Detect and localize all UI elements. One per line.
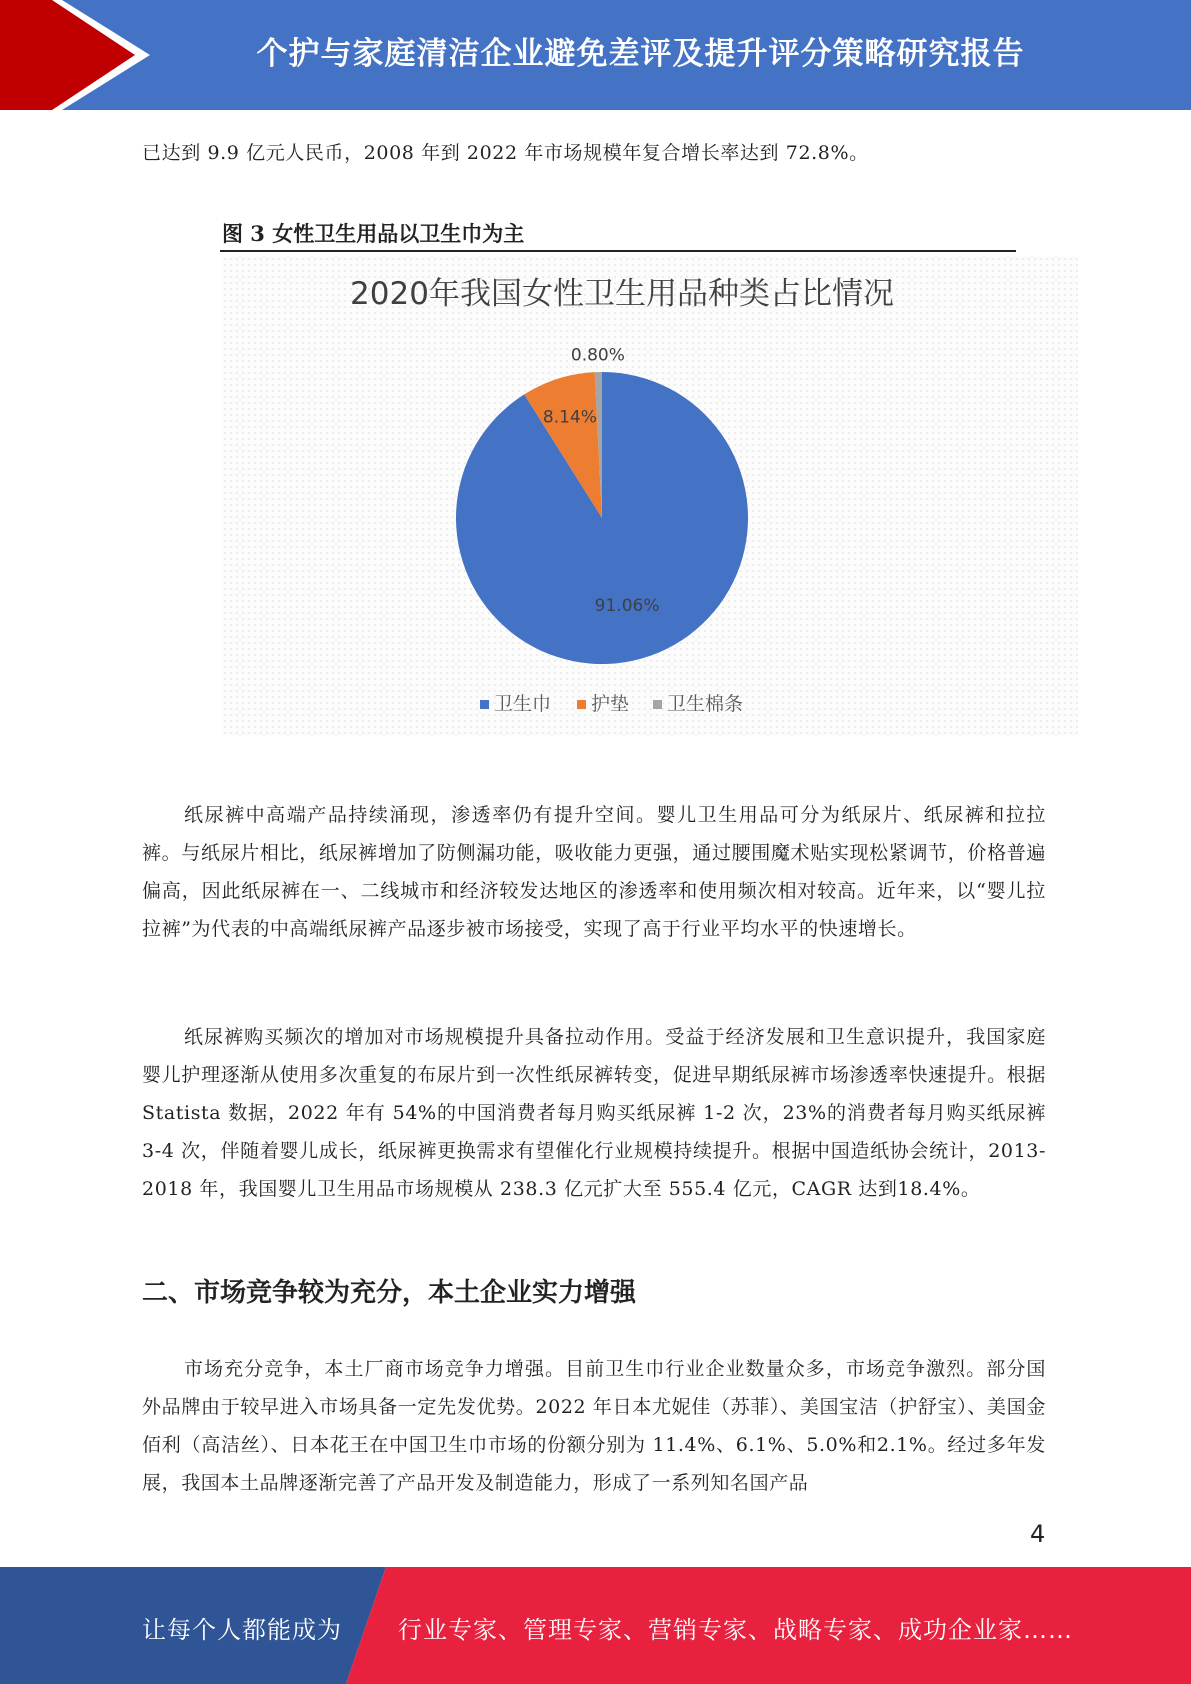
footer-slogan-left: 让每个人都能成为 [142,1616,342,1644]
legend-label-2: 护垫 [591,693,630,715]
intro-text: 已达到 9.9 亿元人民币，2008 年到 2022 年市场规模年复合增长率达到 72.8%。 [142,142,869,164]
legend-swatch-3 [653,700,662,709]
legend-label-3: 卫生棉条 [667,693,744,715]
chart-title: 2020年我国女性卫生用品种类占比情况 [350,276,894,312]
paragraph-diapers-premium: 纸尿裤中高端产品持续涌现，渗透率仍有提升空间。婴儿卫生用品可分为纸尿片、纸尿裤和拉拉裤。与纸尿片相比，纸尿裤增加了防侧漏功能，吸收能力更强，通过腰围魔术贴实现松紧调节，价格普遍偏高，因此纸尿裤在一、二线城市和经济较发达地区的渗透率和使用频次相对较高。近年来，以“婴儿拉拉裤”为代表的中高端纸尿裤产品逐步被市场接受，实现了高于行业平均水平的快速增长。 [142,804,1046,940]
legend-swatch-1 [480,700,489,709]
legend-label-1: 卫生巾 [494,693,552,715]
figure-caption: 图 3 女性卫生用品以卫生巾为主 [222,221,525,246]
footer-slogan-right: 行业专家、管理专家、营销专家、战略专家、成功企业家…… [398,1616,1073,1644]
page-footer [0,1567,1191,1684]
pie-chart [222,256,1078,736]
page-number: 4 [1030,1520,1046,1548]
slice-label-2: 8.14% [542,407,597,428]
section-heading: 二、市场竞争较为充分，本土企业实力增强 [142,1278,637,1308]
figure-caption-rule [220,250,1016,252]
paragraph-market-competition: 市场充分竞争，本土厂商市场竞争力增强。目前卫生巾行业企业数量众多，市场竞争激烈。部分国外品牌由于较早进入市场具备一定先发优势。2022 年日本尤妮佳（苏菲）、美国宝洁（护舒宝）、美国金佰利（高洁丝）、日本花王在中国卫生巾市场的份额分别为 11.4%、6.1%、5.0%和2.1%。经过多年发展，我国本土品牌逐渐完善了产品开发及制造能力，形成了一系列知名国产品 [142,1358,1046,1494]
paragraph-diapers-frequency: 纸尿裤购买频次的增加对市场规模提升具备拉动作用。受益于经济发展和卫生意识提升，我国家庭婴儿护理逐渐从使用多次重复的布尿片到一次性纸尿裤转变，促进早期纸尿裤市场渗透率快速提升。根据 Statista 数据，2022 年有 54%的中国消费者每月购买纸尿裤 1-2 次，23%的消费者每月购买纸尿裤 3-4 次，伴随着婴儿成长，纸尿裤更换需求有望催化行业规模持续提升。根据中国造纸协会统计，2013-2018 年，我国婴儿卫生用品市场规模从 238.3 亿元扩大至 555.4 亿元，CAGR 达到18.4%。 [142,1026,1046,1200]
legend-swatch-2 [577,700,586,709]
page-header [0,0,1191,110]
slice-label-3: 0.80% [570,345,625,366]
slice-label-1: 91.06% [594,595,660,616]
report-title: 个护与家庭清洁企业避免差评及提升评分策略研究报告 [256,36,1025,72]
